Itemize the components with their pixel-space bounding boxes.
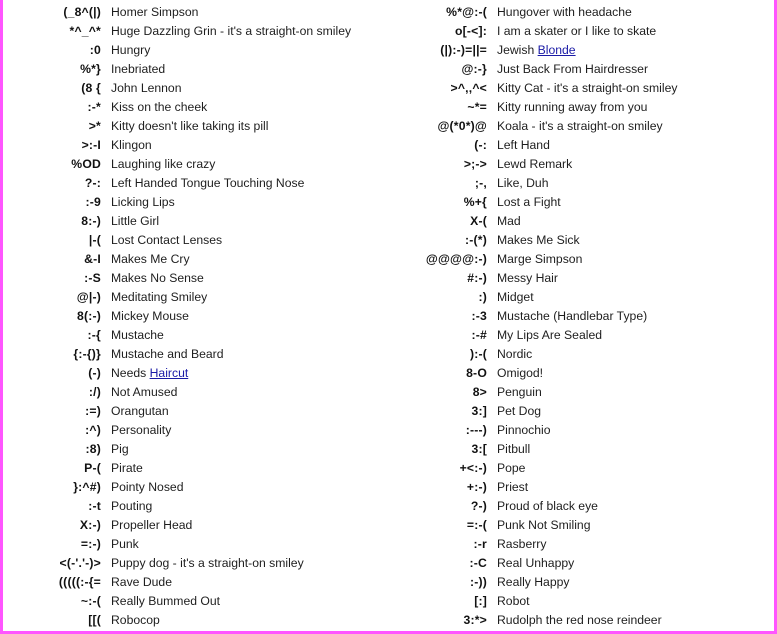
emoticon-description [497,307,647,326]
emoticon-description [111,497,152,516]
emoticon-description [111,155,215,174]
emoticon-code: ?-) [470,499,487,513]
emoticon-code: X-( [470,214,487,228]
emoticon-description [111,250,190,269]
emoticon-description [497,459,525,478]
emoticon-code: :-C [469,556,487,570]
description-text: John Lennon [111,81,182,95]
emoticon-description [111,535,139,554]
emoticon-description [497,497,598,516]
emoticon-code: :-t [88,499,101,513]
description-text: Hungover with headache [497,5,632,19]
description-text: Kiss on the cheek [111,100,208,114]
emoticon-code: :=) [85,404,101,418]
emoticon-code: :-{ [87,328,101,342]
description-text: Real Unhappy [497,556,575,570]
emoticon-description [497,174,549,193]
description-text: Robocop [111,613,160,627]
description-text: Pinnochio [497,423,551,437]
emoticon-code: @(*0*)@ [437,119,487,133]
description-text: Rasberry [497,537,547,551]
description-text: Makes Me Cry [111,252,190,266]
description-text: Mustache [111,328,164,342]
description-text: Robot [497,594,530,608]
description-link[interactable]: Blonde [537,43,576,57]
emoticon-code: <(-'.'-)> [59,556,101,570]
emoticon-code: 8-O [466,366,487,380]
description-text: Mustache (Handlebar Type) [497,309,648,323]
description-text: Pope [497,461,526,475]
emoticon-description [497,22,656,41]
description-text: Messy Hair [497,271,558,285]
description-text: Jewish [497,43,538,57]
description-text: Puppy dog - it's a straight-on smiley [111,556,304,570]
description-text: Orangutan [111,404,169,418]
emoticon-code: |-( [88,233,101,247]
emoticon-code: >:-I [81,138,101,152]
emoticon-code: {:-{)} [73,347,101,361]
emoticon-code: =:-) [80,537,101,551]
emoticon-description [497,440,530,459]
emoticon-description [497,326,602,345]
emoticon-code: (8 { [81,81,101,95]
emoticon-description [111,174,304,193]
description-text: Left Hand [497,138,550,152]
emoticon-description [497,421,551,440]
description-text: Meditating Smiley [111,290,208,304]
emoticon-code: [[( [88,613,101,627]
emoticon-description [111,22,351,41]
description-text: Punk Not Smiling [497,518,591,532]
emoticon-description [111,269,204,288]
emoticon-code: ):-( [469,347,487,361]
emoticon-description [111,402,169,421]
emoticon-description [497,535,546,554]
emoticon-description [111,98,207,117]
emoticon-code: >* [88,119,101,133]
emoticon-description [111,212,159,231]
emoticon-description [497,554,574,573]
emoticon-code: [:] [474,594,487,608]
description-text: Proud of black eye [497,499,598,513]
emoticon-code: 3:*> [463,613,487,627]
emoticon-description [111,60,165,79]
emoticon-code: @:-} [461,62,487,76]
description-text: Laughing like crazy [111,157,216,171]
description-text: Marge Simpson [497,252,583,266]
emoticon-code: :0 [89,43,101,57]
emoticon-description [111,326,164,345]
emoticon-code: (-) [88,366,101,380]
emoticon-code: %OD [71,157,101,171]
emoticon-code: :) [478,290,487,304]
emoticon-description [497,478,528,497]
description-text: Really Happy [497,575,570,589]
emoticon-description [497,98,647,117]
description-text: Mickey Mouse [111,309,189,323]
emoticon-description [111,516,192,535]
emoticon-code: 8> [472,385,487,399]
emoticon-description [111,345,223,364]
emoticon-description [111,573,172,592]
emoticon-description [497,250,582,269]
emoticon-description [497,3,632,22]
emoticon-code: %*@:-( [446,5,487,19]
description-text: Little Girl [111,214,160,228]
description-text: Priest [497,480,529,494]
emoticon-description [111,117,268,136]
emoticon-code: :-S [84,271,101,285]
description-text: Nordic [497,347,533,361]
emoticon-code: :-* [87,100,101,114]
emoticon-code: :/) [88,385,101,399]
emoticon-description [111,41,150,60]
emoticon-description [497,288,534,307]
emoticon-description [111,364,188,383]
description-text: Lost Contact Lenses [111,233,223,247]
emoticon-code: *^_^* [69,24,101,38]
emoticon-code: :-3 [471,309,487,323]
emoticon-code: %*} [80,62,101,76]
emoticon-description [497,212,521,231]
description-text: Licking Lips [111,195,175,209]
description-text: I am a skater or I like to skate [497,24,657,38]
emoticon-description [497,155,572,174]
emoticon-code: (_8^(|) [63,5,101,19]
description-text: Penguin [497,385,542,399]
description-text: Kitty running away from you [497,100,648,114]
emoticon-description [497,79,677,98]
description-text: Pointy Nosed [111,480,184,494]
emoticon-code: #:-) [467,271,487,285]
emoticon-code: 3:[ [471,442,487,456]
description-link[interactable]: Haircut [149,366,189,380]
description-text: Pitbull [497,442,531,456]
description-text: Mad [497,214,521,228]
description-text: Inebriated [111,62,166,76]
emoticon-description [111,136,152,155]
description-text: Pouting [111,499,153,513]
description-text: Midget [497,290,534,304]
description-text: Omigod! [497,366,544,380]
description-text: Lost a Fight [497,195,561,209]
emoticon-code: +<:-) [459,461,487,475]
emoticon-description [497,573,569,592]
emoticon-description [497,364,543,383]
description-text: Klingon [111,138,152,152]
emoticon-code: P-( [84,461,101,475]
emoticon-description [497,402,541,421]
emoticon-code: ;-, [474,176,487,190]
description-text: Left Handed Tongue Touching Nose [111,176,305,190]
emoticon-code: :-# [471,328,487,342]
description-text: Kitty doesn't like taking its pill [111,119,269,133]
description-text: Pirate [111,461,143,475]
emoticon-code: >;-> [463,157,487,171]
description-text: Punk [111,537,139,551]
description-text: Lewd Remark [497,157,573,171]
description-text: Koala - it's a straight-on smiley [497,119,663,133]
emoticon-description [497,117,663,136]
emoticon-description [111,79,181,98]
description-text: Hungry [111,43,151,57]
emoticon-code: 3:] [471,404,487,418]
emoticon-description [497,345,532,364]
emoticon-code: &-I [84,252,101,266]
description-text: My Lips Are Sealed [497,328,603,342]
emoticon-code: :-9 [85,195,101,209]
description-text: Needs [111,366,150,380]
emoticon-description [497,41,576,60]
emoticon-code: X:-) [79,518,101,532]
emoticon-code: 8(:-) [76,309,101,323]
emoticon-description [111,554,304,573]
emoticon-code: =:-( [466,518,487,532]
emoticon-code: :^) [85,423,101,437]
description-text: Pet Dog [497,404,542,418]
emoticon-description [497,383,542,402]
emoticon-description [497,60,648,79]
emoticon-code: :-r [473,537,487,551]
emoticon-description [497,269,558,288]
description-text: Like, Duh [497,176,549,190]
description-text: Not Amused [111,385,178,399]
emoticon-code: :---) [465,423,487,437]
description-text: Huge Dazzling Grin - it's a straight-on smiley [111,24,352,38]
emoticon-code: ~:-( [80,594,101,608]
emoticon-description [497,516,590,535]
emoticon-description [111,421,171,440]
description-text: Homer Simpson [111,5,199,19]
emoticon-description [497,592,530,611]
description-text: Rave Dude [111,575,172,589]
description-text: Pig [111,442,129,456]
emoticon-description [111,611,160,630]
description-text: Kitty Cat - it's a straight-on smiley [497,81,678,95]
emoticon-description [111,3,198,22]
emoticon-description [111,592,220,611]
emoticon-code: (|):-)=||= [440,43,487,57]
emoticon-code: }:^#) [73,480,101,494]
description-text: Propeller Head [111,518,193,532]
description-text: Personality [111,423,172,437]
description-text: Just Back From Hairdresser [497,62,649,76]
emoticon-code: 8:-) [81,214,101,228]
description-text: Really Bummed Out [111,594,221,608]
emoticon-code: @@@@:-) [425,252,487,266]
emoticon-code: o[-<]: [455,24,487,38]
description-text: Makes No Sense [111,271,204,285]
emoticon-code: ~*= [467,100,487,114]
emoticon-code: %+{ [463,195,487,209]
description-text: Makes Me Sick [497,233,580,247]
emoticon-code: :8) [85,442,101,456]
emoticon-description [111,193,175,212]
emoticon-description [111,459,143,478]
emoticon-description [111,307,189,326]
emoticon-description [497,136,550,155]
emoticon-code: ?-: [84,176,101,190]
emoticon-code: :-)) [469,575,487,589]
emoticon-description [111,478,184,497]
emoticon-description [497,193,561,212]
emoticon-description [111,440,129,459]
emoticon-code: (((((:-{= [58,575,101,589]
emoticon-code: @|-) [76,290,101,304]
emoticon-code: :-(*) [465,233,487,247]
emoticon-description [497,611,662,630]
emoticon-code: (-: [474,138,487,152]
emoticon-description [497,231,580,250]
description-text: Mustache and Beard [111,347,224,361]
emoticon-description [111,383,177,402]
emoticon-code: >^,,^< [450,81,487,95]
emoticon-code: +:-) [466,480,487,494]
description-text: Rudolph the red nose reindeer [497,613,662,627]
emoticon-description [111,288,207,307]
emoticon-description [111,231,222,250]
